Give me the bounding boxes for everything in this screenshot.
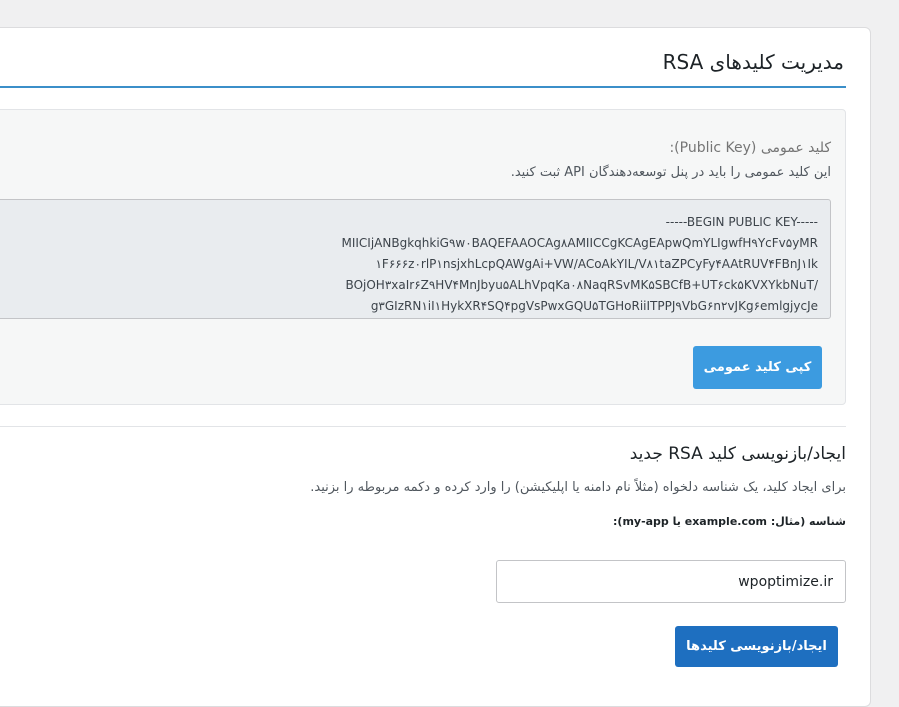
title-underline xyxy=(0,86,846,88)
rsa-settings-card xyxy=(0,27,871,707)
generate-key-description: برای ایجاد کلید، یک شناسه دلخواه (مثلاً نام دامنه یا اپلیکیشن) را وارد کرده و دکمه مربوطه را بزنید. xyxy=(310,480,846,495)
public-key-line: MIICIjANBgkqhkiG۹w۰BAQEFAAOCAg۸AMIICCgKCAgEApwQmYLIgwfH۹YcFv۵yMR xyxy=(341,236,818,250)
public-key-line: BOjOH۳xaIr۶Z۹HV۴MnJbyu۵ALhVpqKa۰۸NaqRSvMK۵SBCfB+UT۶ck۵KVXYkbNuT/ xyxy=(345,278,818,292)
public-key-description: این کلید عمومی را باید در پنل توسعه‌دهندگان API ثبت کنید. xyxy=(510,165,831,180)
identifier-label: شناسه (مثال: example.com یا my-app): xyxy=(613,515,846,528)
copy-public-key-button[interactable]: کپی کلید عمومی xyxy=(693,346,822,389)
public-key-line: -----BEGIN PUBLIC KEY----- xyxy=(665,215,818,229)
page-title: مدیریت کلیدهای RSA xyxy=(662,50,844,74)
public-key-textarea[interactable] xyxy=(0,199,831,319)
section-divider xyxy=(0,426,846,427)
public-key-line: ۱F۶۶۶z۰rlP۱nsjxhLcpQAWgAi+VW/ACoAkYIL/V۸۱taZPCyFy۴AAtRUV۴FBnJ۱Ik xyxy=(375,257,818,271)
generate-keys-button[interactable]: ایجاد/بازنویسی کلیدها xyxy=(675,626,838,667)
generate-key-title: ایجاد/بازنویسی کلید RSA جدید xyxy=(629,444,846,464)
public-key-title: کلید عمومی (Public Key): xyxy=(669,140,831,156)
public-key-line: g۳GIzRN۱iI۱HykXR۴SQ۴pgVsPwxGQU۵TGHoRiiITPPJ۹VbG۶n۲vJKg۶emlgjycJe xyxy=(370,299,818,313)
identifier-input[interactable] xyxy=(496,560,846,603)
public-key-panel xyxy=(0,109,846,405)
